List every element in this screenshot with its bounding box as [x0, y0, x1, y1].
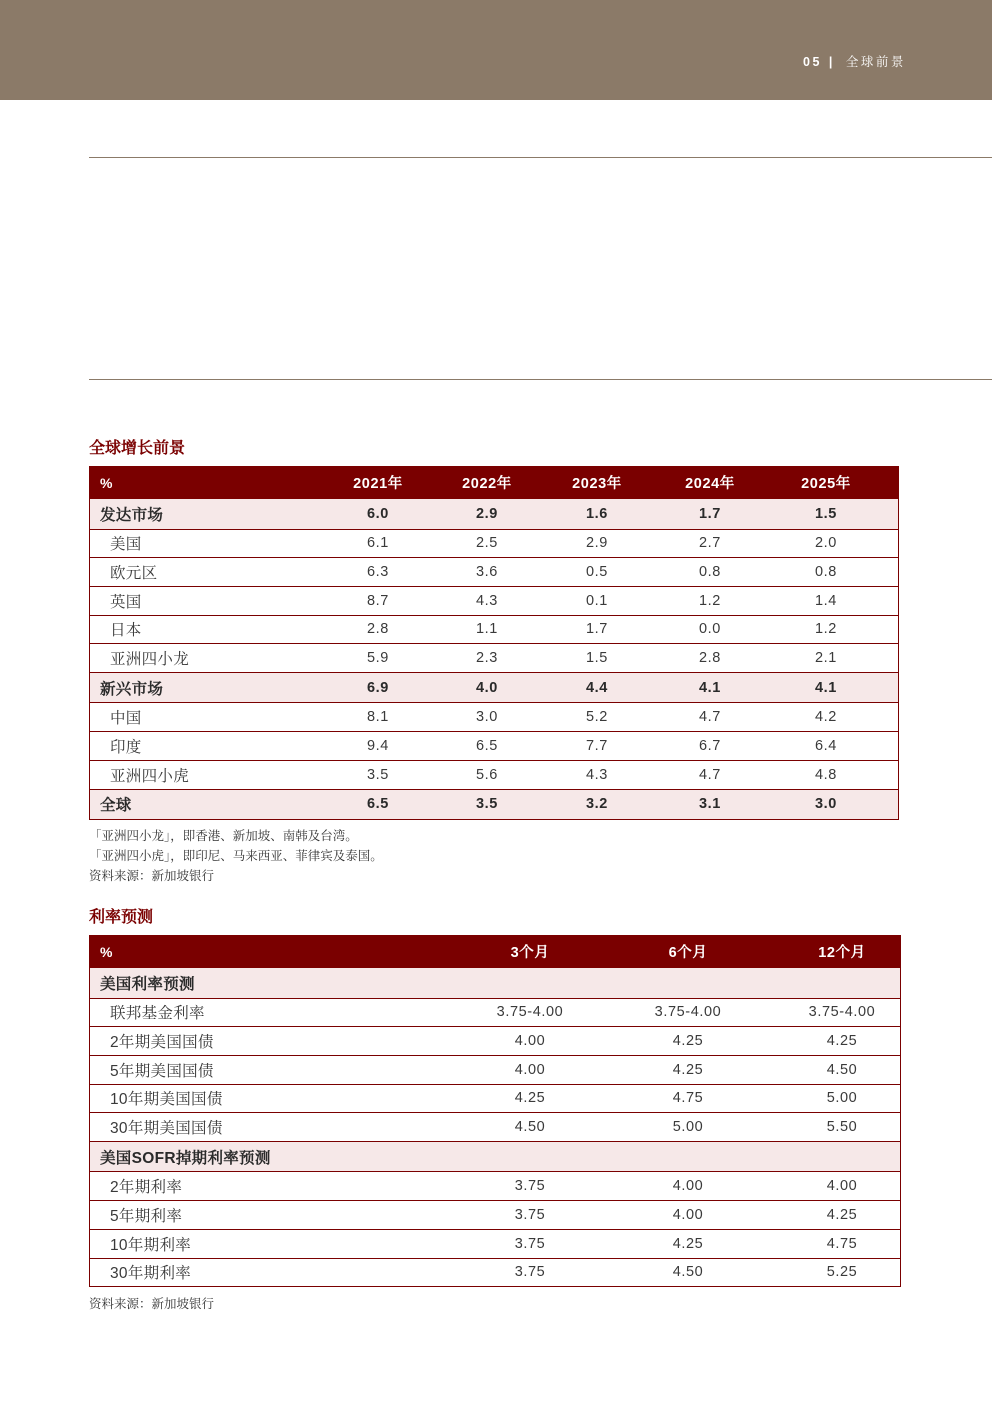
value-cell: 3.6: [476, 564, 498, 581]
value-cell: 4.50: [826, 1061, 858, 1078]
value-cell: 2.8: [699, 650, 721, 667]
table-row: [90, 586, 898, 615]
value-cell: 0.8: [699, 564, 721, 581]
value-cell: 1.7: [586, 621, 608, 638]
divider-rule-bottom: [89, 379, 992, 380]
table-header-row: [90, 936, 900, 967]
table-row: [90, 1171, 900, 1200]
value-cell: 6.1: [367, 535, 389, 552]
table-row: [90, 1026, 900, 1055]
row-label: 30年期利率: [110, 1265, 192, 1283]
value-cell: 7.7: [586, 737, 608, 754]
value-cell: 3.75: [514, 1178, 546, 1195]
divider-rule-top: [89, 157, 992, 158]
row-label: 5年期利率: [110, 1207, 183, 1225]
row-label: 30年期美国国债: [110, 1120, 223, 1138]
column-header: 2022年: [462, 476, 512, 492]
table-row: [90, 1084, 900, 1113]
value-cell: 5.50: [826, 1119, 858, 1136]
value-cell: 4.25: [514, 1090, 546, 1107]
value-cell: 4.50: [514, 1119, 546, 1136]
growth-outlook-table: [89, 466, 899, 820]
source-note: 资料来源：新加坡银行: [89, 1297, 215, 1311]
column-header: 2021年: [353, 476, 403, 492]
value-cell: 4.00: [672, 1178, 704, 1195]
row-label: 10年期美国国债: [110, 1091, 223, 1109]
row-label: 新兴市场: [100, 680, 164, 698]
table-row: [90, 643, 898, 672]
value-cell: 4.25: [826, 1033, 858, 1050]
value-cell: 0.1: [586, 592, 608, 609]
row-label: 中国: [110, 710, 142, 728]
unit-header: %: [100, 943, 113, 960]
value-cell: 2.1: [815, 650, 837, 667]
value-cell: 6.0: [367, 505, 389, 522]
value-cell: 1.4: [815, 592, 837, 609]
table-row: [90, 615, 898, 644]
table-row: [90, 731, 898, 760]
section-row: [90, 967, 900, 998]
value-cell: 2.8: [367, 621, 389, 638]
value-cell: 3.75-4.00: [654, 1004, 722, 1021]
source-note: 资料来源：新加坡银行: [89, 869, 215, 883]
value-cell: 4.0: [476, 679, 498, 696]
row-label: 10年期利率: [110, 1236, 192, 1254]
value-cell: 2.3: [476, 650, 498, 667]
value-cell: 2.9: [476, 505, 498, 522]
value-cell: 6.9: [367, 679, 389, 696]
value-cell: 3.75: [514, 1206, 546, 1223]
value-cell: 2.5: [476, 535, 498, 552]
growth-outlook-title: 全球增长前景: [89, 440, 186, 457]
row-label: 全球: [100, 797, 132, 815]
footnote-tigers: 「亚洲四小虎」，即印尼、马来西亚、菲律宾及泰国。: [89, 849, 383, 863]
value-cell: 5.25: [826, 1264, 858, 1281]
row-label: 联邦基金利率: [110, 1005, 205, 1023]
value-cell: 2.9: [586, 535, 608, 552]
value-cell: 4.3: [586, 766, 608, 783]
row-label: 2年期美国国债: [110, 1034, 214, 1052]
value-cell: 4.25: [672, 1235, 704, 1252]
column-header: 2025年: [801, 476, 851, 492]
value-cell: 4.25: [672, 1061, 704, 1078]
row-label: 美国利率预测: [100, 975, 195, 993]
value-cell: 3.75-4.00: [496, 1004, 564, 1021]
value-cell: 4.75: [826, 1235, 858, 1252]
value-cell: 4.00: [514, 1033, 546, 1050]
rate-forecast-title: 利率预测: [89, 909, 154, 926]
value-cell: 6.5: [367, 796, 389, 813]
row-label: 发达市场: [100, 506, 164, 524]
table-row: [90, 1200, 900, 1229]
value-cell: 4.4: [586, 679, 608, 696]
value-cell: 1.7: [699, 505, 721, 522]
column-header: 12个月: [818, 945, 866, 961]
value-cell: 4.75: [672, 1090, 704, 1107]
rate-forecast-table: [89, 935, 901, 1287]
running-header: [803, 54, 906, 70]
table-row: [90, 1258, 900, 1287]
page-header-band: [0, 0, 992, 100]
value-cell: 1.2: [699, 592, 721, 609]
table-row: [90, 529, 898, 558]
value-cell: 4.8: [815, 766, 837, 783]
row-label: 欧元区: [110, 565, 158, 583]
value-cell: 9.4: [367, 737, 389, 754]
table-row: [90, 998, 900, 1027]
footnote-dragons: 「亚洲四小龙」，即香港、新加坡、南韩及台湾。: [89, 829, 358, 843]
value-cell: 6.7: [699, 737, 721, 754]
table-header-row: [90, 467, 898, 498]
section-row: [90, 672, 898, 703]
value-cell: 4.7: [699, 766, 721, 783]
value-cell: 5.6: [476, 766, 498, 783]
value-cell: 4.25: [826, 1206, 858, 1223]
value-cell: 4.3: [476, 592, 498, 609]
page-number: 05: [803, 55, 822, 69]
value-cell: 5.00: [672, 1119, 704, 1136]
table-row: [90, 702, 898, 731]
value-cell: 8.1: [367, 709, 389, 726]
value-cell: 4.2: [815, 709, 837, 726]
value-cell: 4.00: [826, 1178, 858, 1195]
value-cell: 1.5: [586, 650, 608, 667]
value-cell: 8.7: [367, 592, 389, 609]
unit-header: %: [100, 474, 113, 491]
value-cell: 1.2: [815, 621, 837, 638]
table-row: [90, 1229, 900, 1258]
value-cell: 6.3: [367, 564, 389, 581]
value-cell: 4.00: [672, 1206, 704, 1223]
column-header: 2023年: [572, 476, 622, 492]
table-row: [90, 1112, 900, 1141]
value-cell: 4.1: [815, 679, 837, 696]
row-label: 美国SOFR掉期利率预测: [100, 1149, 271, 1167]
row-label: 英国: [110, 593, 142, 611]
value-cell: 3.75: [514, 1264, 546, 1281]
table-row: [90, 760, 898, 789]
value-cell: 3.75: [514, 1235, 546, 1252]
value-cell: 5.9: [367, 650, 389, 667]
section-row: [90, 498, 898, 529]
value-cell: 3.5: [367, 766, 389, 783]
section-row: [90, 1141, 900, 1172]
value-cell: 1.5: [815, 505, 837, 522]
value-cell: 6.5: [476, 737, 498, 754]
value-cell: 2.7: [699, 535, 721, 552]
row-label: 2年期利率: [110, 1179, 183, 1197]
value-cell: 3.1: [699, 796, 721, 813]
header-separator: |: [828, 55, 835, 69]
table-row: [90, 557, 898, 586]
value-cell: 3.5: [476, 796, 498, 813]
row-label: 美国: [110, 536, 142, 554]
row-label: 亚洲四小龙: [110, 651, 190, 669]
section-row: [90, 789, 898, 820]
value-cell: 6.4: [815, 737, 837, 754]
value-cell: 3.75-4.00: [808, 1004, 876, 1021]
value-cell: 4.1: [699, 679, 721, 696]
value-cell: 4.50: [672, 1264, 704, 1281]
value-cell: 4.7: [699, 709, 721, 726]
value-cell: 5.00: [826, 1090, 858, 1107]
value-cell: 3.2: [586, 796, 608, 813]
value-cell: 2.0: [815, 535, 837, 552]
value-cell: 1.1: [476, 621, 498, 638]
value-cell: 1.6: [586, 505, 608, 522]
section-title: 全球前景: [845, 55, 906, 69]
row-label: 5年期美国国债: [110, 1062, 214, 1080]
value-cell: 0.5: [586, 564, 608, 581]
value-cell: 0.0: [699, 621, 721, 638]
column-header: 6个月: [668, 945, 708, 961]
table-row: [90, 1055, 900, 1084]
row-label: 日本: [110, 622, 142, 640]
value-cell: 4.25: [672, 1033, 704, 1050]
value-cell: 0.8: [815, 564, 837, 581]
column-header: 2024年: [685, 476, 735, 492]
row-label: 亚洲四小虎: [110, 767, 190, 785]
row-label: 印度: [110, 738, 142, 756]
value-cell: 3.0: [476, 709, 498, 726]
value-cell: 5.2: [586, 709, 608, 726]
value-cell: 3.0: [815, 796, 837, 813]
column-header: 3个月: [510, 945, 550, 961]
value-cell: 4.00: [514, 1061, 546, 1078]
